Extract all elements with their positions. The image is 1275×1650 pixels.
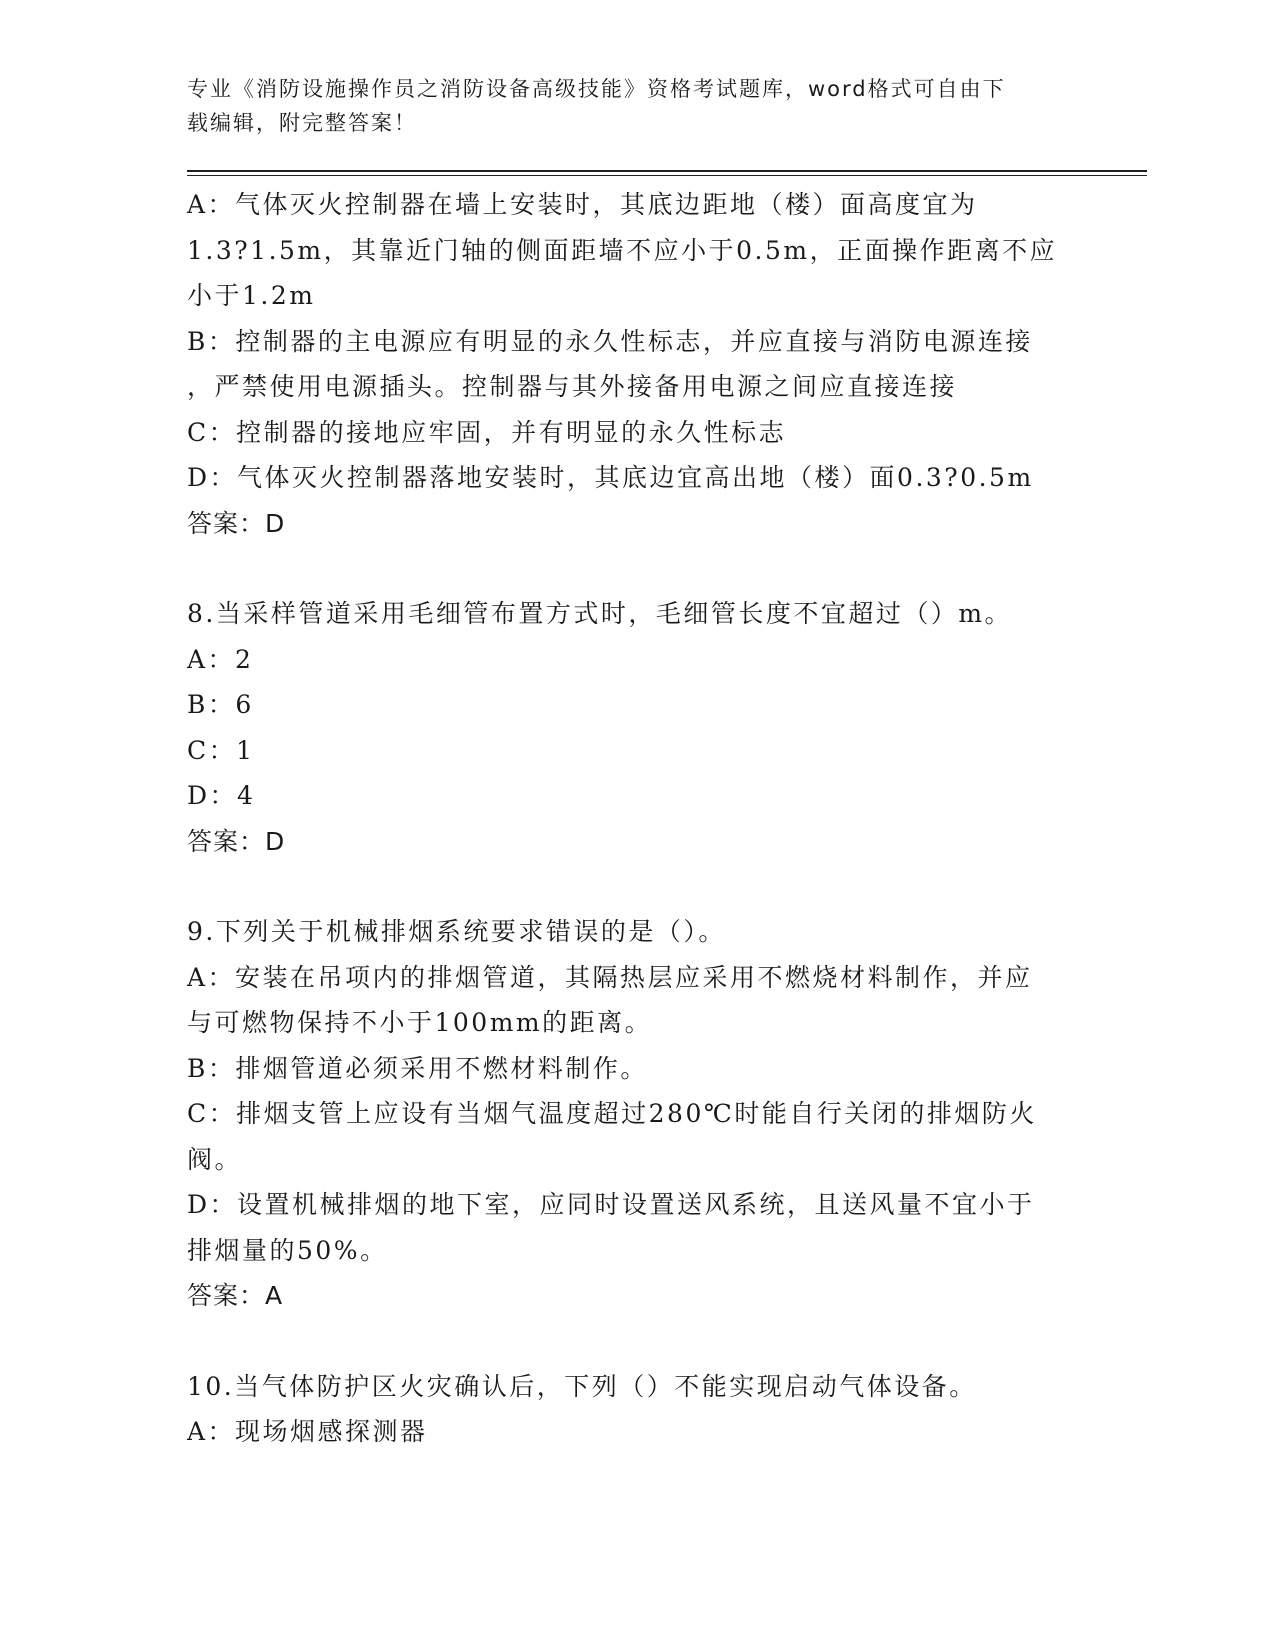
document-body bbox=[187, 182, 1067, 1455]
spacer bbox=[187, 546, 1067, 591]
header-line-1: 专业《消防设施操作员之消防设备高级技能》资格考试题库，word格式可自由下 bbox=[187, 77, 1006, 101]
spacer bbox=[187, 864, 1067, 909]
q7-option-b-line-1: B：控制器的主电源应有明显的永久性标志，并应直接与消防电源连接 bbox=[187, 326, 1033, 356]
q7-option-d: D：气体灭火控制器落地安装时，其底边宜高出地（楼）面0.3?0.5m bbox=[187, 463, 1034, 492]
q7-option-a-line-2: 1.3?1.5m，其靠近门轴的侧面距墙不应小于0.5m，正面操作距离不应 bbox=[187, 235, 1058, 265]
q7-option-b-line-2: ，严禁使用电源插头。控制器与其外接备用电源之间应直接连接 bbox=[187, 372, 958, 401]
q9-option-c-line-1: C：排烟支管上应设有当烟气温度超过280℃时能自行关闭的排烟防火 bbox=[187, 1099, 1037, 1128]
q9-answer: 答案：A bbox=[187, 1281, 284, 1310]
q8-answer: 答案：D bbox=[187, 826, 286, 856]
divider-thick bbox=[187, 170, 1147, 172]
q8-option-b: B：6 bbox=[187, 690, 254, 719]
q8-option-c: C：1 bbox=[187, 735, 255, 765]
q7-option-a-line-1: A：气体灭火控制器在墙上安装时，其底边距地（楼）面高度宜为 bbox=[187, 190, 978, 219]
q9-option-d-line-2: 排烟量的50%。 bbox=[187, 1235, 388, 1265]
divider-thin bbox=[187, 175, 1147, 176]
q8-option-d: D：4 bbox=[187, 781, 256, 810]
q7-option-c: C：控制器的接地应牢固，并有明显的永久性标志 bbox=[187, 417, 787, 447]
q9-option-a-line-2: 与可燃物保持不小于100mm的距离。 bbox=[187, 1008, 653, 1037]
q8-question: 8.当采样管道采用毛细管布置方式时，毛细管长度不宜超过（）m。 bbox=[187, 599, 1013, 628]
q7-option-a-line-3: 小于1.2m bbox=[187, 281, 316, 310]
q9-question: 9.下列关于机械排烟系统要求错误的是（）。 bbox=[187, 917, 726, 946]
spacer bbox=[187, 1319, 1067, 1364]
q10-question: 10.当气体防护区火灾确认后，下列（）不能实现启动气体设备。 bbox=[187, 1371, 977, 1401]
q8-option-a: A：2 bbox=[187, 644, 254, 674]
q9-option-c-line-2: 阀。 bbox=[187, 1144, 243, 1174]
document-header bbox=[187, 72, 1067, 140]
header-line-2: 载编辑，附完整答案！ bbox=[187, 111, 417, 135]
document-page bbox=[187, 72, 1147, 1455]
q9-option-d-line-1: D：设置机械排烟的地下室，应同时设置送风系统，且送风量不宜小于 bbox=[187, 1190, 1035, 1219]
header-divider bbox=[187, 170, 1147, 176]
q9-option-b: B：排烟管道必须采用不燃材料制作。 bbox=[187, 1053, 648, 1083]
q10-option-a: A：现场烟感探测器 bbox=[187, 1417, 428, 1446]
q9-option-a-line-1: A：安装在吊项内的排烟管道，其隔热层应采用不燃烧材料制作，并应 bbox=[187, 962, 1033, 992]
q7-answer: 答案：D bbox=[187, 508, 286, 538]
